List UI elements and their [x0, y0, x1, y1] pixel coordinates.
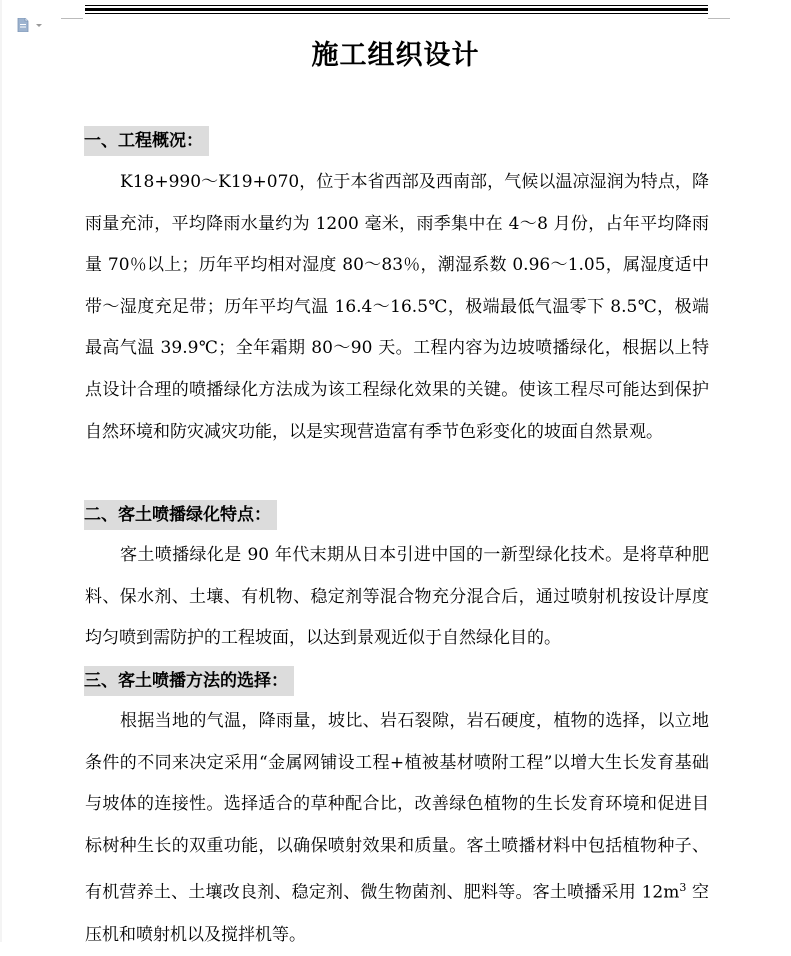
- page-edge: [0, 0, 2, 942]
- method-text-part1: 根据当地的气温，降雨量，坡比、岩石裂隙，岩石硬度，植物的选择，以立地条件的不同来决定采用“金属网铺设工程+植被基材喷附工程”以增大生长发育基础与坡体的连接性。选择适合的草种配合比，改善绿色植物的生长发育环境和促进目标树种生长的双重功能，以确保喷射效果和质量。客土喷播材料中包括植物种子、有机营养土、土壤改良剂、稳定剂、微生物菌剂、肥料等。客土喷播采用 12m: [85, 711, 709, 904]
- section-heading-features: 二、客土喷播绿化特点：: [84, 500, 277, 530]
- header-rule: [85, 5, 708, 6]
- superscript-cubed: 3: [679, 881, 687, 895]
- section-heading-overview: 一、工程概况：: [84, 126, 209, 156]
- section-heading-method: 三、客土喷播方法的选择：: [84, 666, 294, 696]
- document-title: 施工组织设计: [311, 40, 480, 71]
- header-rule: [85, 8, 708, 11]
- page-corner-mark: [708, 18, 730, 19]
- section-body-features: 客土喷播绿化是 90 年代末期从日本引进中国的一新型绿化技术。是将草种肥料、保水剂、土壤、有机物、稳定剂等混合物充分混合后，通过喷射机按设计厚度均匀喷到需防护的工程坡面，以达到景观近似于自然绿化目的。: [85, 545, 709, 649]
- header-rule: [85, 13, 708, 14]
- section-body-overview: K18+990～K19+070，位于本省西部及西南部，气候以温凉湿润为特点，降雨量充沛，平均降雨水量约为 1200 毫米，雨季集中在 4～8 月份，占年平均降雨量 70％以上；历年平均相对湿度 80～83％，潮湿系数 0.96～1.05，属湿度适中带～湿度充足带；历年平均气温 16.4～16.5℃，极端最低气温零下 8.5℃，极端最高气温 39.9℃；全年霜期 80～90 天。工程内容为边坡喷播绿化，根据以上特点设计合理的喷播绿化方法成为该工程绿化效果的关键。使该工程尽可能达到保护自然环境和防灾减灾功能，以是实现营造富有季节色彩变化的坡面自然景观。: [85, 172, 709, 442]
- document-icon[interactable]: [16, 18, 46, 32]
- section-body-method: [85, 701, 709, 956]
- page-corner-mark: [61, 18, 83, 19]
- method-text-part2: 空压机和喷射机以及搅拌机等。: [85, 883, 709, 945]
